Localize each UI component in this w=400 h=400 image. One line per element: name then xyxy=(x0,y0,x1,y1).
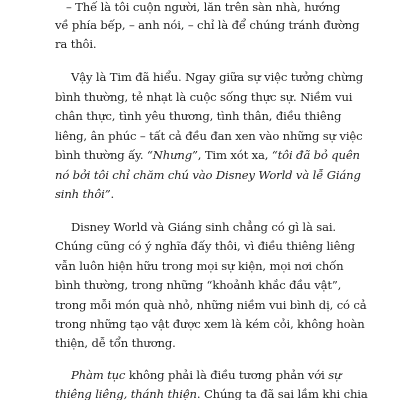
text-segment-italic: “tôi đã bỏ quên xyxy=(271,148,360,162)
text-line xyxy=(55,128,362,144)
text-segment: – Thế là tôi cuộn người, lăn trên sàn nhà, hướng xyxy=(66,0,341,14)
text-segment-italic: Phàm tục xyxy=(71,368,126,382)
text-line xyxy=(55,17,359,33)
text-segment: bình thường, tẻ nhạt là cuộc sống thực sự. Niềm vui xyxy=(55,90,353,104)
text-line xyxy=(55,167,361,183)
text-line xyxy=(55,386,368,400)
text-line xyxy=(55,108,341,124)
text-segment: Disney World và Giáng sinh chẳng có gì là sai. xyxy=(71,220,336,234)
text-line xyxy=(71,69,363,85)
text-line xyxy=(55,277,341,293)
text-segment: chân thực, tình yêu thương, tình thân, điều thiêng xyxy=(55,109,342,123)
text-line xyxy=(71,367,341,383)
text-segment: liêng, ân phúc – tất cả đều đan xen vào những sự việc xyxy=(55,129,363,143)
text-segment-italic: “Nhưng” xyxy=(146,148,198,162)
text-segment: về phía bếp, – anh nói, – chỉ là để chúng tránh đường xyxy=(55,18,360,32)
text-segment: trong những tạo vật được xem là kém cỏi, không hoàn xyxy=(55,317,365,331)
text-segment-italic: sự xyxy=(328,368,342,382)
text-segment: Vậy là Tim đã hiểu. Ngay giữa sự việc tưởng chừng xyxy=(71,70,364,84)
text-segment: vẫn luôn hiện hữu trong mọi sự kiện, mọi nơi chốn xyxy=(55,259,344,273)
text-segment: ra thôi. xyxy=(55,37,97,51)
text-segment-italic: nó bởi tôi chỉ chăm chú vào Disney World và lễ Giáng xyxy=(55,168,361,182)
text-line xyxy=(55,89,352,105)
text-line xyxy=(71,219,336,235)
text-line xyxy=(55,186,114,202)
text-line xyxy=(66,0,340,15)
text-segment: không phải là điều tương phản với xyxy=(125,368,329,382)
text-segment: , Tim xót xa, xyxy=(197,148,272,162)
text-segment: . Chúng ta đã sai lầm khi chia xyxy=(196,387,368,400)
text-segment: trong mỗi món quà nhỏ, những niềm vui bình dị, có cả xyxy=(55,298,367,312)
text-line xyxy=(55,238,355,254)
text-segment: . xyxy=(110,187,115,201)
text-segment: bình thường ấy. xyxy=(55,148,147,162)
text-line xyxy=(55,258,343,274)
text-line xyxy=(55,147,360,163)
text-segment-italic: sinh thôi” xyxy=(55,187,111,201)
text-line xyxy=(55,316,365,332)
text-line xyxy=(55,36,96,52)
text-line xyxy=(55,297,367,313)
text-line xyxy=(55,335,176,351)
text-segment: thiện, dễ tổn thương. xyxy=(55,336,176,350)
text-segment-italic: thiêng liêng, thánh thiện xyxy=(55,387,197,400)
text-segment: Chúng cũng có ý nghĩa đấy thôi, vì điều thiêng liêng xyxy=(55,239,355,253)
text-segment: bình thường, trong những “khoảnh khắc đầu vật”, xyxy=(55,278,342,292)
